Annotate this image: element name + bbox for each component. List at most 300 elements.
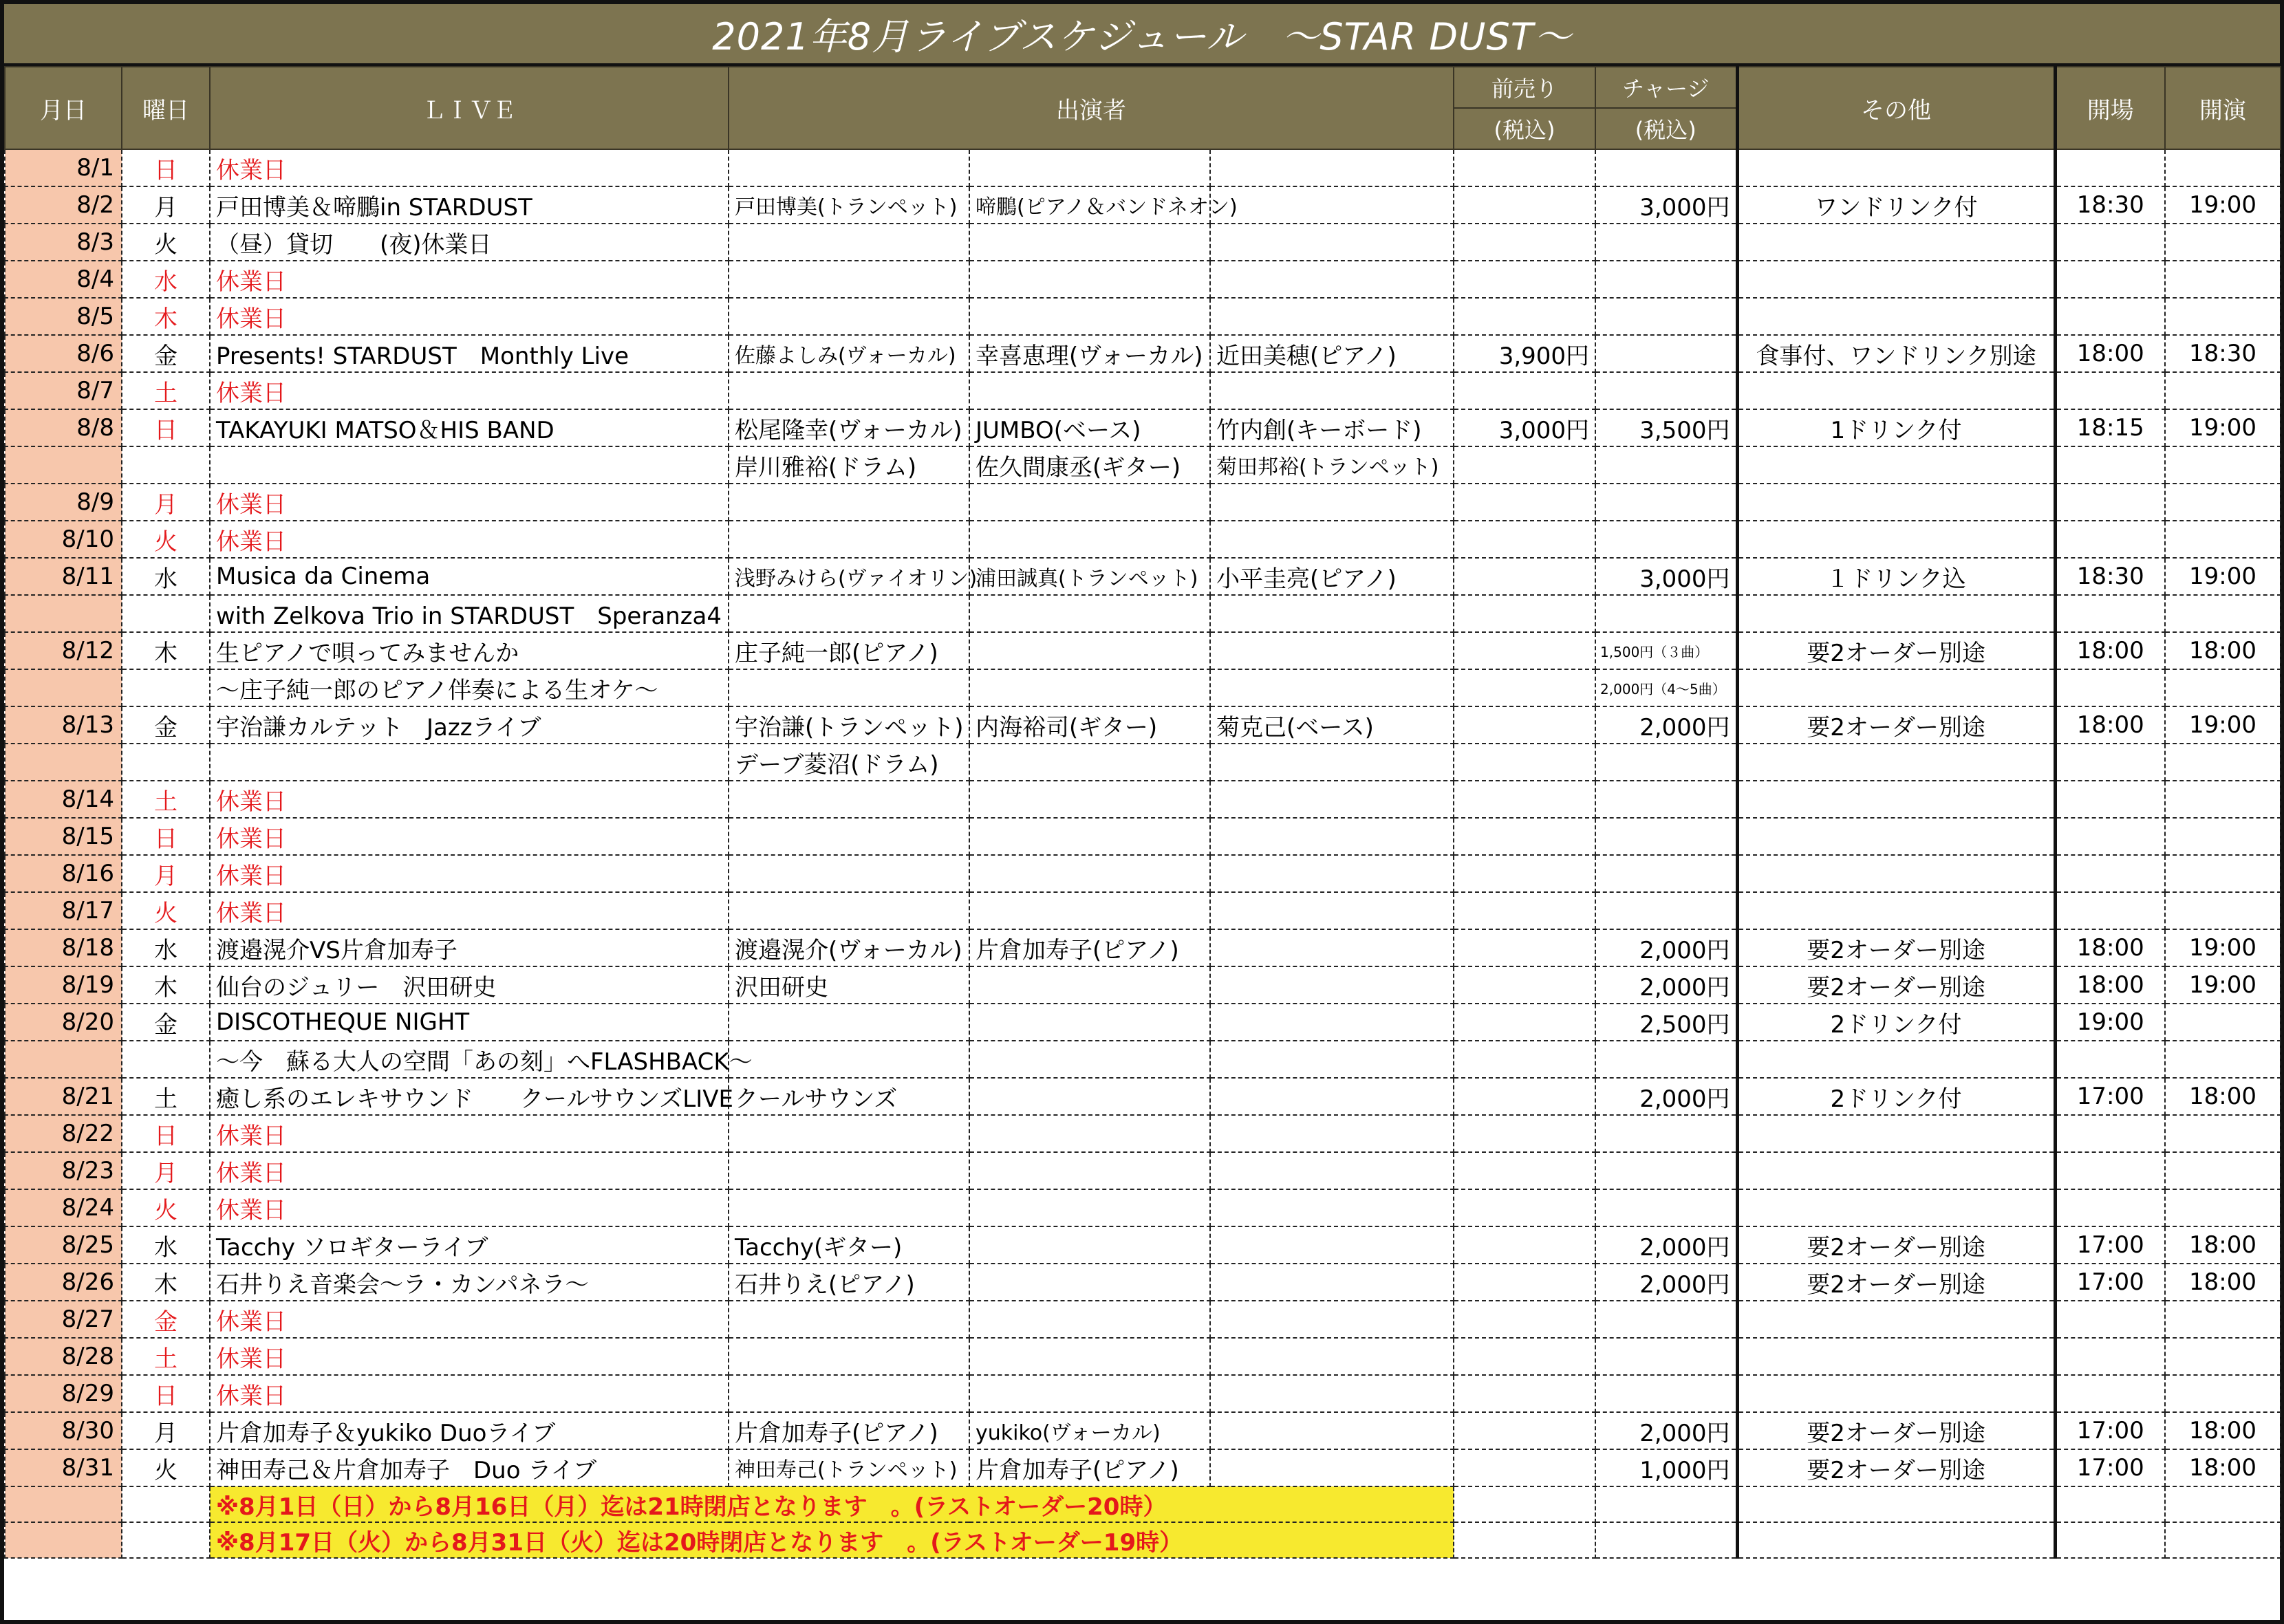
cell-date: 8/26 xyxy=(5,1264,122,1301)
table-row xyxy=(5,1449,2281,1486)
cell-presale xyxy=(1454,224,1595,261)
cell-date: 8/4 xyxy=(5,261,122,298)
cell-performer-2 xyxy=(969,261,1210,298)
cell-performer-2: 片倉加寿子(ピアノ) xyxy=(969,1449,1210,1486)
cell-performer-1 xyxy=(729,855,969,892)
cell-start-time xyxy=(2165,818,2281,855)
cell-open-time xyxy=(2055,781,2165,818)
cell-open-time: 18:30 xyxy=(2055,558,2165,595)
cell-open-time xyxy=(2055,446,2165,484)
header-start: 開演 xyxy=(2165,67,2281,149)
cell-charge: 3,000円 xyxy=(1595,558,1737,595)
cell-performer-3 xyxy=(1210,1449,1454,1486)
cell-performer-1 xyxy=(729,818,969,855)
cell-performer-2 xyxy=(969,1004,1210,1041)
cell-date: 8/9 xyxy=(5,484,122,521)
cell-other xyxy=(1737,818,2055,855)
cell-presale xyxy=(1454,929,1595,966)
table-row xyxy=(5,521,2281,558)
cell-performer-2 xyxy=(969,224,1210,261)
cell-live: 戸田博美＆啼鵬in STARDUST xyxy=(210,186,729,224)
cell-other: 要2オーダー別途 xyxy=(1737,1226,2055,1264)
header-other: その他 xyxy=(1737,67,2055,149)
cell-date xyxy=(5,669,122,706)
cell-dow: 木 xyxy=(122,966,210,1004)
table-row xyxy=(5,446,2281,484)
notice-row-date xyxy=(5,1486,122,1522)
cell-open-time xyxy=(2055,1189,2165,1226)
cell-performer-2 xyxy=(969,855,1210,892)
cell-other xyxy=(1737,669,2055,706)
cell-charge: 2,000円 xyxy=(1595,1412,1737,1449)
cell-performer-1: 渡邉滉介(ヴォーカル) xyxy=(729,929,969,966)
cell-charge: 3,000円 xyxy=(1595,186,1737,224)
cell-presale xyxy=(1454,818,1595,855)
cell-performer-1: 神田寿己(トランペット) xyxy=(729,1449,969,1486)
table-row xyxy=(5,1152,2281,1189)
cell-charge: 2,000円 xyxy=(1595,1226,1737,1264)
cell-charge xyxy=(1595,1375,1737,1412)
cell-performer-3 xyxy=(1210,855,1454,892)
cell-presale xyxy=(1454,1375,1595,1412)
cell-performer-2 xyxy=(969,1338,1210,1375)
cell-start-time xyxy=(2165,261,2281,298)
table-row xyxy=(5,818,2281,855)
header-performers: 出演者 xyxy=(729,67,1454,149)
cell-date: 8/21 xyxy=(5,1078,122,1115)
table-row xyxy=(5,298,2281,335)
cell-performer-2 xyxy=(969,781,1210,818)
cell-live: 仙台のジュリー 沢田研史 xyxy=(210,966,729,1004)
cell-live: Presents! STARDUST Monthly Live xyxy=(210,335,729,372)
cell-dow: 月 xyxy=(122,1152,210,1189)
cell-performer-2 xyxy=(969,632,1210,669)
cell-performer-3 xyxy=(1210,186,1454,224)
cell-live: DISCOTHEQUE NIGHT xyxy=(210,1004,729,1041)
cell-live: 休業日 xyxy=(210,1301,729,1338)
cell-live: with Zelkova Trio in STARDUST Speranza4 xyxy=(210,595,729,632)
cell-performer-2: 内海裕司(ギター) xyxy=(969,706,1210,744)
schedule-table xyxy=(4,66,2281,1559)
cell-performer-3 xyxy=(1210,484,1454,521)
cell-start-time xyxy=(2165,669,2281,706)
cell-charge: 2,000円 xyxy=(1595,966,1737,1004)
cell-live: TAKAYUKI MATSO＆HIS BAND xyxy=(210,409,729,446)
cell-start-time: 19:00 xyxy=(2165,409,2281,446)
cell-other xyxy=(1737,149,2055,186)
cell-other xyxy=(1737,892,2055,929)
table-row xyxy=(5,335,2281,372)
cell-charge xyxy=(1595,818,1737,855)
cell-date: 8/10 xyxy=(5,521,122,558)
cell-other xyxy=(1737,224,2055,261)
table-row xyxy=(5,1375,2281,1412)
cell-dow: 土 xyxy=(122,1078,210,1115)
cell-dow: 水 xyxy=(122,261,210,298)
cell-charge xyxy=(1595,781,1737,818)
cell-live: 休業日 xyxy=(210,372,729,409)
cell-start-time: 19:00 xyxy=(2165,558,2281,595)
cell-dow: 火 xyxy=(122,224,210,261)
cell-start-time xyxy=(2165,1115,2281,1152)
cell-date xyxy=(5,595,122,632)
notice-1: ※8月1日（日）から8月16日（月）迄は21時閉店となります 。(ラストオーダー20時） xyxy=(210,1486,1454,1522)
cell-start-time xyxy=(2165,1375,2281,1412)
notice-row-dow xyxy=(122,1522,210,1558)
cell-charge xyxy=(1595,855,1737,892)
cell-open-time xyxy=(2055,149,2165,186)
cell-dow: 火 xyxy=(122,521,210,558)
cell-performer-3 xyxy=(1210,892,1454,929)
cell-performer-2 xyxy=(969,818,1210,855)
header-presale-tax: (税込) xyxy=(1454,108,1595,149)
cell-start-time xyxy=(2165,521,2281,558)
cell-date: 8/15 xyxy=(5,818,122,855)
cell-performer-2 xyxy=(969,595,1210,632)
cell-performer-2: 片倉加寿子(ピアノ) xyxy=(969,929,1210,966)
cell-other xyxy=(1737,261,2055,298)
cell-performer-1 xyxy=(729,1338,969,1375)
cell-presale xyxy=(1454,186,1595,224)
cell-performer-1: 沢田研史 xyxy=(729,966,969,1004)
cell-dow: 月 xyxy=(122,484,210,521)
cell-charge xyxy=(1595,521,1737,558)
cell-dow: 土 xyxy=(122,1338,210,1375)
cell-presale: 3,900円 xyxy=(1454,335,1595,372)
cell-performer-3 xyxy=(1210,1301,1454,1338)
cell-charge: 1,000円 xyxy=(1595,1449,1737,1486)
cell-date: 8/30 xyxy=(5,1412,122,1449)
cell-performer-1 xyxy=(729,372,969,409)
cell-performer-2 xyxy=(969,298,1210,335)
cell-performer-3 xyxy=(1210,261,1454,298)
cell-performer-2 xyxy=(969,1078,1210,1115)
cell-date: 8/28 xyxy=(5,1338,122,1375)
table-row xyxy=(5,224,2281,261)
table-row xyxy=(5,1412,2281,1449)
cell-dow: 月 xyxy=(122,186,210,224)
cell-charge: 1,500円（３曲） xyxy=(1595,632,1737,669)
cell-live: 休業日 xyxy=(210,818,729,855)
cell-charge xyxy=(1595,224,1737,261)
cell-performer-1 xyxy=(729,1115,969,1152)
cell-dow: 月 xyxy=(122,855,210,892)
cell-performer-1 xyxy=(729,1301,969,1338)
cell-open-time xyxy=(2055,1152,2165,1189)
cell-charge: 2,500円 xyxy=(1595,1004,1737,1041)
cell-charge: 2,000円（4〜5曲） xyxy=(1595,669,1737,706)
cell-charge xyxy=(1595,1152,1737,1189)
cell-start-time: 18:00 xyxy=(2165,1078,2281,1115)
cell-live: 休業日 xyxy=(210,261,729,298)
cell-dow: 木 xyxy=(122,632,210,669)
cell-presale xyxy=(1454,1189,1595,1226)
cell-other: 要2オーダー別途 xyxy=(1737,706,2055,744)
table-row xyxy=(5,186,2281,224)
cell-performer-2 xyxy=(969,1226,1210,1264)
cell-open-time: 18:00 xyxy=(2055,966,2165,1004)
cell-start-time xyxy=(2165,372,2281,409)
cell-charge xyxy=(1595,149,1737,186)
cell-start-time xyxy=(2165,224,2281,261)
cell-performer-3 xyxy=(1210,1041,1454,1078)
cell-dow: 金 xyxy=(122,1301,210,1338)
cell-performer-3 xyxy=(1210,149,1454,186)
cell-live: 休業日 xyxy=(210,1152,729,1189)
cell-date: 8/14 xyxy=(5,781,122,818)
notice-row-dow xyxy=(122,1486,210,1522)
cell-presale xyxy=(1454,521,1595,558)
cell-other xyxy=(1737,521,2055,558)
cell-other xyxy=(1737,1189,2055,1226)
cell-live: 宇治謙カルテット Jazzライブ xyxy=(210,706,729,744)
cell-performer-1: クールサウンズ xyxy=(729,1078,969,1115)
table-row xyxy=(5,372,2281,409)
cell-other: 1ドリンク付 xyxy=(1737,409,2055,446)
notice-row-start xyxy=(2165,1522,2281,1558)
cell-presale xyxy=(1454,966,1595,1004)
notice-row-charge xyxy=(1595,1522,1737,1558)
cell-performer-1 xyxy=(729,1189,969,1226)
cell-performer-1: 佐藤よしみ(ヴォーカル) xyxy=(729,335,969,372)
cell-performer-3 xyxy=(1210,1078,1454,1115)
cell-date: 8/7 xyxy=(5,372,122,409)
cell-dow: 日 xyxy=(122,149,210,186)
cell-performer-2 xyxy=(969,1152,1210,1189)
cell-presale xyxy=(1454,595,1595,632)
cell-other xyxy=(1737,1152,2055,1189)
cell-dow: 木 xyxy=(122,298,210,335)
cell-charge xyxy=(1595,446,1737,484)
cell-date: 8/2 xyxy=(5,186,122,224)
cell-open-time: 17:00 xyxy=(2055,1226,2165,1264)
cell-open-time xyxy=(2055,1115,2165,1152)
cell-open-time: 18:00 xyxy=(2055,929,2165,966)
cell-performer-1 xyxy=(729,484,969,521)
cell-performer-2 xyxy=(969,1041,1210,1078)
header-date: 月日 xyxy=(5,67,122,149)
table-row xyxy=(5,744,2281,781)
cell-performer-3 xyxy=(1210,1189,1454,1226)
cell-other: ワンドリンク付 xyxy=(1737,186,2055,224)
cell-presale xyxy=(1454,706,1595,744)
notice-row-presale xyxy=(1454,1522,1595,1558)
cell-other: 食事付、ワンドリンク別途 xyxy=(1737,335,2055,372)
cell-live: 〜今 蘇る大人の空間「あの刻」へFLASHBACK〜 xyxy=(210,1041,729,1078)
cell-charge: 2,000円 xyxy=(1595,1264,1737,1301)
cell-live: 渡邉滉介VS片倉加寿子 xyxy=(210,929,729,966)
cell-live: 休業日 xyxy=(210,149,729,186)
cell-open-time: 18:00 xyxy=(2055,706,2165,744)
cell-charge xyxy=(1595,372,1737,409)
cell-open-time: 17:00 xyxy=(2055,1264,2165,1301)
cell-performer-1 xyxy=(729,892,969,929)
schedule-body xyxy=(5,149,2281,1486)
cell-presale xyxy=(1454,892,1595,929)
cell-other: 要2オーダー別途 xyxy=(1737,1449,2055,1486)
cell-performer-3 xyxy=(1210,1004,1454,1041)
cell-performer-3 xyxy=(1210,929,1454,966)
cell-start-time xyxy=(2165,446,2281,484)
cell-live: 神田寿己＆片倉加寿子 Duo ライブ xyxy=(210,1449,729,1486)
cell-start-time: 18:00 xyxy=(2165,1264,2281,1301)
cell-charge xyxy=(1595,335,1737,372)
cell-date: 8/27 xyxy=(5,1301,122,1338)
table-row xyxy=(5,261,2281,298)
table-row xyxy=(5,669,2281,706)
cell-live: 休業日 xyxy=(210,298,729,335)
cell-open-time xyxy=(2055,818,2165,855)
cell-performer-2: 浦田誠真(トランペット) xyxy=(969,558,1210,595)
cell-dow: 金 xyxy=(122,335,210,372)
cell-open-time xyxy=(2055,521,2165,558)
cell-presale xyxy=(1454,1412,1595,1449)
cell-date: 8/29 xyxy=(5,1375,122,1412)
page-title: 2021年8月ライブスケジュール 〜STAR DUST〜 xyxy=(4,4,2280,66)
cell-live: 休業日 xyxy=(210,1115,729,1152)
cell-live: 休業日 xyxy=(210,1338,729,1375)
cell-performer-3 xyxy=(1210,818,1454,855)
cell-performer-2 xyxy=(969,744,1210,781)
table-row xyxy=(5,1301,2281,1338)
cell-charge xyxy=(1595,744,1737,781)
cell-other xyxy=(1737,1375,2055,1412)
cell-performer-2 xyxy=(969,669,1210,706)
cell-other xyxy=(1737,595,2055,632)
cell-performer-2: 幸喜恵理(ヴォーカル) xyxy=(969,335,1210,372)
cell-open-time: 18:15 xyxy=(2055,409,2165,446)
cell-other: 要2オーダー別途 xyxy=(1737,1412,2055,1449)
cell-start-time: 18:30 xyxy=(2165,335,2281,372)
table-row xyxy=(5,929,2281,966)
cell-presale xyxy=(1454,632,1595,669)
cell-performer-1 xyxy=(729,521,969,558)
cell-start-time xyxy=(2165,892,2281,929)
table-row xyxy=(5,1226,2281,1264)
cell-performer-1 xyxy=(729,1041,969,1078)
table-row xyxy=(5,558,2281,595)
header-charge-tax: (税込) xyxy=(1595,108,1737,149)
cell-charge xyxy=(1595,595,1737,632)
cell-performer-2 xyxy=(969,892,1210,929)
cell-open-time xyxy=(2055,744,2165,781)
cell-other: 要2オーダー別途 xyxy=(1737,966,2055,1004)
cell-open-time xyxy=(2055,595,2165,632)
cell-dow: 水 xyxy=(122,558,210,595)
cell-date: 8/3 xyxy=(5,224,122,261)
cell-start-time xyxy=(2165,298,2281,335)
cell-start-time xyxy=(2165,149,2281,186)
cell-performer-3 xyxy=(1210,632,1454,669)
notice-row-open xyxy=(2055,1522,2165,1558)
cell-dow xyxy=(122,446,210,484)
cell-date: 8/20 xyxy=(5,1004,122,1041)
cell-start-time xyxy=(2165,781,2281,818)
cell-dow: 日 xyxy=(122,818,210,855)
cell-start-time: 19:00 xyxy=(2165,186,2281,224)
cell-open-time xyxy=(2055,484,2165,521)
header-live: ＬＩＶＥ xyxy=(210,67,729,149)
cell-charge xyxy=(1595,892,1737,929)
cell-presale xyxy=(1454,1226,1595,1264)
cell-presale xyxy=(1454,484,1595,521)
table-row xyxy=(5,1264,2281,1301)
cell-open-time xyxy=(2055,1338,2165,1375)
cell-performer-3 xyxy=(1210,521,1454,558)
cell-open-time: 17:00 xyxy=(2055,1412,2165,1449)
table-row xyxy=(5,781,2281,818)
cell-presale xyxy=(1454,372,1595,409)
cell-performer-1: 片倉加寿子(ピアノ) xyxy=(729,1412,969,1449)
cell-presale xyxy=(1454,558,1595,595)
cell-date: 8/6 xyxy=(5,335,122,372)
cell-presale xyxy=(1454,781,1595,818)
cell-dow: 水 xyxy=(122,929,210,966)
cell-presale: 3,000円 xyxy=(1454,409,1595,446)
cell-presale xyxy=(1454,1264,1595,1301)
cell-other xyxy=(1737,781,2055,818)
cell-presale xyxy=(1454,669,1595,706)
header-presale: 前売り xyxy=(1454,67,1595,108)
cell-date: 8/31 xyxy=(5,1449,122,1486)
cell-open-time xyxy=(2055,1301,2165,1338)
cell-charge xyxy=(1595,1301,1737,1338)
cell-open-time xyxy=(2055,669,2165,706)
cell-performer-3 xyxy=(1210,1115,1454,1152)
cell-performer-2 xyxy=(969,149,1210,186)
cell-live: 休業日 xyxy=(210,521,729,558)
cell-performer-1: デーブ菱沼(ドラム) xyxy=(729,744,969,781)
cell-live: 休業日 xyxy=(210,855,729,892)
table-row xyxy=(5,966,2281,1004)
cell-performer-2: 佐久間康丞(ギター) xyxy=(969,446,1210,484)
cell-charge: 2,000円 xyxy=(1595,929,1737,966)
cell-start-time xyxy=(2165,1189,2281,1226)
cell-presale xyxy=(1454,855,1595,892)
cell-performer-3 xyxy=(1210,298,1454,335)
cell-date xyxy=(5,446,122,484)
cell-other xyxy=(1737,744,2055,781)
table-row xyxy=(5,1004,2281,1041)
cell-start-time xyxy=(2165,595,2281,632)
cell-date: 8/24 xyxy=(5,1189,122,1226)
cell-performer-2 xyxy=(969,484,1210,521)
cell-performer-3 xyxy=(1210,966,1454,1004)
notice-row-presale xyxy=(1454,1486,1595,1522)
cell-dow: 水 xyxy=(122,1226,210,1264)
cell-performer-2 xyxy=(969,521,1210,558)
cell-start-time: 18:00 xyxy=(2165,632,2281,669)
cell-live: 生ピアノで唄ってみませんか xyxy=(210,632,729,669)
cell-other xyxy=(1737,372,2055,409)
cell-date xyxy=(5,744,122,781)
cell-performer-1: 岸川雅裕(ドラム) xyxy=(729,446,969,484)
cell-presale xyxy=(1454,298,1595,335)
cell-charge xyxy=(1595,1115,1737,1152)
cell-other: 要2オーダー別途 xyxy=(1737,1264,2055,1301)
cell-performer-1: Tacchy(ギター) xyxy=(729,1226,969,1264)
notice-row-charge xyxy=(1595,1486,1737,1522)
notice-row-date xyxy=(5,1522,122,1558)
cell-open-time xyxy=(2055,298,2165,335)
cell-other xyxy=(1737,1115,2055,1152)
cell-open-time xyxy=(2055,855,2165,892)
cell-presale xyxy=(1454,1338,1595,1375)
cell-performer-1 xyxy=(729,149,969,186)
header-open: 開場 xyxy=(2055,67,2165,149)
cell-open-time: 18:30 xyxy=(2055,186,2165,224)
cell-start-time xyxy=(2165,744,2281,781)
